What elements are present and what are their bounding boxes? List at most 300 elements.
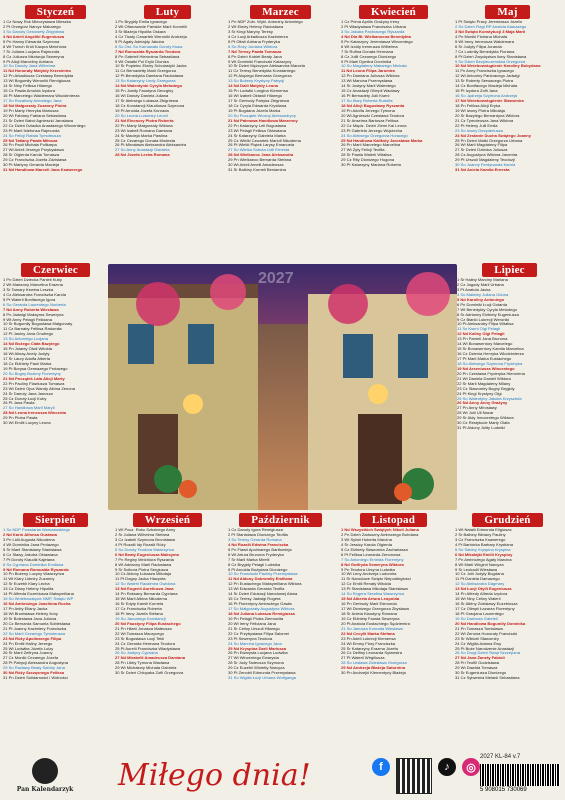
day-entry: 26 Pn Marii Marcelego Marcelina [341,143,401,148]
day-entry: 13 Pt Stanisława Mikołaja Stanisława [341,587,408,592]
slogan: Miłego dnia! [118,758,311,793]
day-entry: 9 Pn Teodora Ursyna Ludwika [341,567,395,572]
day-entry: 24 Pt Kingi Krystyny Olgi [457,391,502,396]
day-entry: 9 Pt Arnolda Bożydara Dionizego [228,567,288,572]
day-entry: 19 Pt Borysa Gerwazego Protazego [3,366,68,371]
day-entry: 28 Pn Libby Tymona Wacława [115,661,170,666]
day-entry: 15 Pt Izydora Zofii Jana [455,89,498,94]
day-entry: 31 Pt Aldony Julity Ludwiki [457,426,505,431]
day-entry: 11 Pn Anny Franciszka Ignacego [455,69,514,74]
day-entry: 20 Pn Czesława Fryderyka Hieronima [457,371,525,376]
day-entry: 7 Pn Ambrożego Agaty Marcina [455,557,512,562]
month-block-5 [455,3,560,173]
day-entry: 14 Nd Bożego Ciała Bazylego [3,342,60,347]
day-entry: 4 Nd Dla Bł. Wielkanocna Benedykta [341,34,411,39]
day-entry: 10 Pt Aleksandry Filipa Witalisa [457,322,514,327]
day-entry: 6 So Ost. So Karnawału Doroty Ksaw. [115,44,184,49]
barcode [480,764,560,786]
day-entry: 30 Pn Andrzejki Klementyny Błażeja [341,671,406,676]
day-entry: 6 Śr Judyty Filipa Jurandа [455,44,502,49]
day-entry: 25 So Walentyny Jakuba Krzysztofa [457,396,522,401]
day-entry: 23 Pn Adeli Lukrecji Klemensa [341,636,396,641]
day-entry: 1 Cz Prima Aprilis Grażyny Ireny [341,20,400,24]
day-entry: 26 Nd Anny Anny Grażyny [457,401,508,406]
day-entry: 1 Wt Pocz. Roku Szkolnego Anny [115,528,176,532]
day-entry: 21 Pt Joanny Kazimiery Franciszka [3,626,67,631]
day-entry: 29 Pn Wielkanoc Bernarda Stefana [228,158,292,163]
month-days [341,528,446,676]
day-entry: 12 Cz Emilii Renaty Witolda [341,582,391,587]
day-entry: 3 Śr Błażeja Hipolita Oskara [115,29,166,34]
day-entry: 17 So Małgorzaty Augustyna Wiktora [228,607,295,611]
day-entry: 28 So Lesława Zdzisława Grzegorza [341,661,407,666]
day-entry: 8 Pt Dzień Zwycięstwa Ilony Stanisława [455,54,527,59]
day-entry: 22 Pn Katarzyny Leii Bogusława [228,123,287,128]
day-entry: 1 Cz Nowy Rok Mieczysława Mieszka [3,20,71,24]
day-entry: 3 So Teresy Gerarda Romana [228,537,282,542]
day-entry: 3 So Jakuba Pankracego Ryszarda [341,29,405,34]
day-entry: 2 Wt Marianny Marcelina Erazma [3,282,63,287]
day-entry: 14 Nd Walentynki Cyryla Metodego [115,84,183,89]
day-entry: 10 So Franciszki Pauliny Przemysława [228,572,298,577]
day-entry: 12 Pn Damiana Juliusza Wiktora [341,74,400,79]
day-entry: 8 Cz Juliusza Mściwoja Seweryna [3,54,64,59]
day-entry: 29 Wt Dawida Tomasza [455,666,498,671]
month-block-2 [115,3,220,158]
day-entry: 23 Pt Seweryna Teodora [228,636,273,641]
day-entry: 3 Śr Kingi Maryny Teresy [228,29,273,34]
day-entry: 14 Śr Justyny Marii Walentego [341,84,396,89]
day-entry: 15 Wt Niny Celiny Walerii [455,597,501,602]
day-entry: 22 Wt Tomasza Maurycego [115,631,164,636]
day-entry: 2 So Dzień Flagi RP Anatola Atanazego [455,24,527,29]
day-entry: 3 Cz Izabeli Szymona Bronisława [115,537,176,542]
day-entry: 4 Cz Łucji Arkadiusza Kazimierza [228,34,288,39]
social-icons [372,758,480,794]
day-entry: 14 Śr Dzień Edukacji Narodowej Alana [228,592,298,597]
month-title: Styczeń [25,5,86,19]
day-entry: 25 Pt Boże Narodzenie Anastazji [455,646,514,651]
day-entry: 8 Pn Jadwigi Maksyma Seweryna [3,312,64,317]
day-entry: 7 So Antoniego Ernesta Florentyny [341,557,404,562]
day-entry: 29 Wt Michalиny Michała Gabriela [115,666,177,671]
day-entry: 21 Pn Tomasza Tomisława [455,626,503,631]
day-entry: 10 Nd Wniebowstąpienie Karoliny Bobydana [455,64,541,69]
day-entry: 21 Śr Anselma Bartosza Feliksa [341,118,399,123]
day-entry: 31 Śr Balbiny Korneli Beniamina [228,168,287,173]
day-entry: 1 Pt Święto Pracy Jeremiasza Józefa [455,20,522,24]
day-entry: 15 Cz Pawła Arnolda Izydora [3,89,55,94]
day-entry: 30 Wt Emilii Lucyny Leona [3,421,51,426]
day-entry: 28 Śr Olgierda Karola Tomasza [3,153,60,158]
day-entry: 25 Pt Aurelii Franciszka Władysława [115,646,180,651]
day-entry: 12 Pt Janiny Jana Onufrego [3,332,54,337]
day-entry: 2 Pn Dzień Zaduszny Ambrożego Bohdana [341,532,419,537]
day-entry: 19 Cz Elżbiety Faustа Seweryna [341,616,400,621]
day-entry: 18 Pt Gracjana Laurentego [455,611,504,616]
day-entry: 24 Śr Macieja Marka Pawlina [115,133,168,138]
day-entry: 11 Nd Leona Filipa Jaromira [341,69,395,74]
day-entry: 1 Pn Brygidy Emila Ignacego [115,20,167,24]
day-entry: 11 Cz Barnaby Feliksa Radomiła [3,327,62,332]
day-entry: 15 Nd Alberta Artura Leopolda [341,597,400,602]
day-entry: 9 Pt Marii Dymitra Dominika [341,59,392,64]
month-days [455,528,560,681]
month-block-11 [341,511,446,676]
day-entry: 1 Śr Haliny Marciny Mariana [457,278,508,282]
day-entry: 12 Pt Benedykta Damiana Radosława [115,74,184,79]
day-entry: 4 So Malwiny Juliana Odona [457,292,509,297]
day-entry: 5 Cz Elżbiety Sławomira Zachariasza [341,547,408,552]
day-entry: 29 Pt Urszuli Magdaleny Teodozji [455,158,515,163]
day-entry: 27 Wt Zyty Felicji Teofila [341,148,385,153]
month-title: Lipiec [482,263,537,277]
day-entry: 26 Pn Ewarysta Lucjana Ludwika [228,651,288,656]
day-entry: 17 Cz Franciszka Roberta [115,607,162,611]
day-entry: 7 Nd Anny Roberta Wiesława [3,307,59,312]
day-entry: 2 Cz Jagody Marii Urbana [457,282,504,287]
day-entry: 30 So Joanny Ferdynanda Karola [455,163,516,168]
day-entry: 16 Pt Florentyny Ambrożego Gawła [228,602,292,607]
day-entry: 23 Wt Dzień Ojca Wandy Albina Zenona [3,386,76,391]
day-entry: 5 Pt Walerii Bonifacego Igora [3,297,56,302]
day-entry: 13 Cz Diany Heleny Hipolita [3,587,54,592]
day-entry: 27 Cz Moniki Cezarego Józefa [3,656,59,661]
day-entry: 4 Śr Jessicy Karola Olgierda [341,542,393,547]
day-entry: 24 Wt Emmy Flory Franciszka [341,641,395,646]
day-entry: 15 Śr Bonawentury Kamila Marcelina [457,347,524,352]
day-entry: 3 So Danuty Genowefy Zbigniewa [3,29,65,34]
day-entry: 10 Cz Julii Judyty Bogdana [455,572,504,577]
day-entry: 19 Pn Adolfa Jerzego Tymona [341,108,395,113]
day-entry: 6 Pt Feliksa Leonarda Zenonowa [341,552,401,557]
month-days [228,528,333,681]
day-entry: 7 Cz Ludmiły Benedykta Floriana [455,49,515,54]
day-entry: 18 Nd Alicji Bogusławy Ryszarda [341,103,405,108]
day-entry: 30 Pt Katarzyny Mariana Roberta [341,163,401,168]
day-entry: 2 Wt Ofiarowanie Pańskie Marii Korneliii [115,24,187,29]
day-entry: 11 Pt Dagny Jacka Hiacynta [115,577,166,582]
day-entry: 13 Wt Bogumiły Weroniki Remigiusza [3,79,71,84]
day-entry: 16 Wt Alinay Anety Judyty [3,352,50,357]
brand-mascot-icon [32,758,58,784]
day-entry: 10 Cz Aldony Łukasza Mikołaja [115,572,172,577]
day-entry: 5 Nd Karoliny Antoniego [457,297,505,302]
day-entry: 27 So Handlowa Marii Maryli [3,406,55,411]
day-entry: 27 Pt Walerii Wirgiliusza [341,656,385,661]
day-entry: 12 So Walerii Radzimira Gwidona [115,582,176,587]
day-entry: 20 Wt Ireny Feliciana Jana [228,621,276,626]
day-entry: 8 Wt Adrianny Marii Radosława [115,562,172,567]
tiktok-icon[interactable]: ♪ [438,758,456,776]
day-entry: 2 Pt Grzegorz Narcyz Makarego [3,24,61,29]
day-entry: 23 Wt Izabeli Romana Damiana [115,128,173,133]
month-days [115,20,220,158]
day-entry: 18 Cz Cyryla Edwarda Krystiana [228,103,287,108]
day-entry: 9 Nd Romana Romualda Ryszarda [3,567,69,572]
day-entry: 18 Nd Małgorzaty Zuzanny Piotra [3,103,67,108]
day-entry: 16 Pt Marcelego Waldemara Włodzimierza [3,94,80,99]
footer [0,752,565,800]
day-entry: 2 Śr Juliana Wilhelma Stefana [115,532,170,537]
day-entry: 31 Cz Sylwestra Melanii Sebastiana [455,676,520,681]
month-title: Czerwiec [21,263,90,277]
day-entry: 6 Wt Artura Brunona Fryderyka [228,552,284,557]
day-entry: 27 So Anny Anastazji Gabriela [115,148,170,153]
day-entry: 5 Pt Agaty Adelajdy Jakuba [115,39,165,44]
day-entry: 1 Nd Wszystkich Świętych Nikoli Juliana [341,528,419,532]
day-entry: 23 Cz Sławomiry Bogny Brygidy [457,386,515,391]
day-entry: 23 Nd Róży Apolinarego Filipa [3,636,62,641]
day-entry: 20 So Bogny Bożeny Florentyny [3,371,61,376]
day-entry: 28 Nd Wielkanoc Jana Aleksandra [228,153,294,158]
month-days [3,20,108,173]
day-entry: 29 Pn Piotra Pawła [3,416,38,421]
month-block-6 [3,261,108,426]
day-entry: 22 Śr Marii Magdaleny Milany [457,381,511,386]
day-entry: 24 Cz Gerarda Hermana Teodora [115,641,175,646]
day-entry: 24 Śr Katarzyny Gabriela Marka [228,133,286,138]
day-entry: 30 Nd Róży Szczęsnego Feliksa [3,671,64,676]
day-entry: 4 Pn Moniki Floriana Michała [455,34,507,39]
day-entry: 19 Pt Arnolda Józefa Konrada [115,108,169,113]
day-entry: 29 Cz Euzebii Wioletty Narcyza [228,666,285,671]
day-entry: 17 Pn Anity Eliany Jacka [3,607,48,611]
day-entry: 26 So Drugi Dzień Świąt Szczepana [455,651,521,656]
day-entry: 31 Pn Dzień Solidarności i Wolności [3,676,68,681]
day-entry: 12 Pn Arkadiusza Czesławy Benedykta [3,74,74,79]
month-days [3,528,108,681]
month-days [3,278,108,426]
day-entry: 23 Śr Wiktorii Sławomiry [455,636,499,641]
day-entry: 18 Pt Ireny Józefa Stefana [115,611,163,616]
day-entry: 22 Pn Pauliny Flawiusza Tomasza [3,381,65,386]
day-entry: 17 Cz Olimpii Łazarza Florentyny [455,607,515,611]
facebook-icon[interactable]: f [372,758,390,776]
day-entry: 8 Cz Brygidy Pelagii Ludwika [228,562,281,567]
day-entry: 24 Śr Danuty Jana Janusza [3,391,53,396]
day-entry: 16 So Jędrzeja Szymona Andrzeja [455,94,517,99]
day-entry: 17 Pt Marii Marka Eustachego [457,357,512,361]
day-entry: 21 Nd Eleonory Piotra Roberta [115,118,174,123]
month-block-9 [115,511,220,676]
day-entry: 24 Nd Zesłanie Ducha Świętego Joanny [455,133,532,138]
day-entry: 1 Pn Dzień Dziecka Panieli Kuby [3,278,62,282]
day-entry: 25 Nd Handlowa Kaliksty Jarosława Marka [341,138,423,143]
product-code: 2027 KL-84 v.7 [480,754,521,760]
day-entry: 19 Wt Iwony Piotra Mikołaja [455,108,505,113]
day-entry: 13 Pn Pameli Jana Brunona [457,337,508,342]
day-entry: 14 Pn Alfredy Alfreda Izydora [455,592,508,597]
day-entry: 25 Śr Katarzyny Erazma Józefa [341,646,398,651]
day-entry: 22 Nd Cecylii Marka Stefana [341,631,395,636]
day-entry: 3 Pn Lidii Augusta Nikodema [3,537,55,542]
day-entry: 26 Pt Mirosława Aleksandra Aleksandra [115,143,187,148]
day-entry: 13 Wt Marcina Przemysława [341,79,393,84]
day-entry: 27 Nd Mirabelli Amadeusza Damiana [115,656,186,661]
day-entry: 22 Pt Heleny Julii Emila [455,123,498,128]
day-entry: 15 Pn Jolanty Olwii Witolda [3,347,53,352]
month-days [457,278,562,431]
day-entry: 16 Pt Bernadety Julii Kseni [341,94,390,99]
day-entry: 4 Nd Rozalii Edwina Franciszka [228,542,289,547]
day-entry: 14 Nd Dalii Matyldy Leona [228,84,278,89]
month-title: Maj [485,5,529,19]
day-entry: 17 Śr Aleksego Łukasza Zbigniewa [115,99,178,103]
day-entry: 5 Śr Marii Stanisławy Stanisława [3,547,62,552]
day-entry: 8 So Cypriana Dominika Emiliana [3,562,64,567]
day-entry: 17 Wt Dionizego Grzegorza Zbysława [341,607,409,611]
day-entry: 1 So NDP Powstania Warszawskiego [3,528,71,532]
day-entry: 26 Wt Marii Magdaleny Filipa [455,143,508,148]
day-entry: 2 Pt Stanisława Dionizego Teofila [228,532,288,537]
day-entry: 15 Wt Marii Albina Nikodema [115,597,167,602]
day-entry: 25 Cz Wielki Czwartek Marioli Nikodema [228,138,301,143]
day-entry: 27 So Wielka Sobota Lidii Ernesta [228,148,290,153]
day-entry: 20 Śr Bazylego Bernardyna Wiktora [455,113,520,118]
day-entry: 16 Śr Albiny Zdzisławy Euzebiusza [455,602,518,607]
day-entry: 8 Nd Gotfryda Seweryna Wiktora [341,562,404,567]
day-entry: 13 Wt Edwarda Gerarda Teofila [228,587,285,592]
day-entry: 30 Cz Restytucie Marty Olafa [457,421,510,426]
day-entry: 28 Pn Teofili Godzisława [455,661,500,666]
day-entry: 18 Pn Feliksa Alicji Eryka [455,103,501,108]
photo-panel [108,264,457,510]
day-entry: 28 Śr Pawła Walerii Witalisa [341,153,392,158]
day-entry: 13 Śr Roberty Serwacego Piotra [455,79,514,84]
day-entry: 30 Pt Zenobii Edmunda Przemysława [228,671,296,676]
day-entry: 5 Pt Oliwii Adriana Fryderyka [228,39,280,44]
day-entry: 11 So Kseni Olgi Pelagii [457,327,501,332]
day-entry: 14 Cz Bonifacego Macieja Michała [455,84,518,89]
day-entry: 22 So Marii Cezarego Tymoteusza [3,631,66,636]
day-entry: 3 Cz Franciszka Ksawerego [455,537,506,542]
day-entry: 18 Nd Juliana Łukasza Remigiusza [228,611,295,616]
day-entry: 6 Pn Dominiki Łucji Gotarda [457,302,508,307]
day-entry: 20 So Leona Ludomiry Leonii [115,113,168,118]
day-entry: 13 So Antoniego Lucjana [3,337,49,342]
day-entry: 29 So Racławy Beaty Sabiny Jana [3,666,65,671]
day-entry: 8 Pn Dzień Kobiet Beaty Jana [228,54,282,59]
day-entry: 5 Pn Flawii Apolinarego Bartłomieja [228,547,292,552]
day-entry: 13 Nd Eugenii Aureliusza Jana [115,587,174,592]
day-entry: 15 So Wniebowzięcie NMP, Święto WP [3,597,74,602]
day-entry: 7 Nd Romualda Ryszarda Teodora [115,49,181,54]
day-entry: 3 Pt Anatola Jacka [457,287,491,292]
day-entry: 21 Śr Dzień Babci Agnieszki Jarosława [3,118,73,123]
day-entry: 6 So Róży Jordana Wiktora [228,44,278,49]
month-block-1 [3,3,108,173]
day-entry: 20 Wt Fabiany Fabiana Sebastiana [3,113,67,118]
day-entry: 31 So Wigilia Łucji Urbana Wolfganga [228,676,296,681]
brand-name: Pan Kalendarzyk [16,786,74,793]
day-entry: 12 Śr Euzebii Klary Lecha [3,582,50,587]
day-entry: 11 Nd Honoraty Matyldy Krzesimira [3,69,71,74]
day-entry: 14 Pt Alfreda Euzebiusza Maksymiliana [3,592,74,597]
day-entry: 31 Nd Handlowa Marceli Jana Ksawerego [3,168,83,173]
day-entry: 11 Pt Daniela Damazego [455,577,500,582]
day-entry: 17 Śr Gertrudy Patryka Zbigniewa [228,99,289,103]
day-entry: 19 Śr Bolesława Jana Juliana [3,616,57,621]
day-entry: 4 Nd Anieli Angeliki Eugeniusza [3,34,65,39]
day-entry: 30 Wt Anieli Amelii Amadeusza [228,163,284,168]
day-entry: 16 Pn Gertrudy Marii Edmunda [341,602,397,607]
day-entry: 13 So Katarzyny Lindy Grzegorza [115,79,176,84]
day-entry: 15 Cz Teresy Jadwigi Rogera [228,597,281,602]
day-entry: 24 Cz Wigilia Adama Ewy [455,641,502,646]
day-entry: 21 Śr Celiny Urszuli Hilarego [228,626,280,631]
day-entry: 4 Wt Dominika Jana Protazego [3,542,59,547]
day-entry: 24 So Aleksego Grzegorza Horacego [341,133,408,138]
day-entry: 16 Wt Izabeli Oktawii Hilarego [228,94,282,99]
qr-code[interactable] [396,758,432,794]
day-entry: 12 Pt Alojzego Bernarda Grzegorza [228,74,292,79]
day-entry: 7 Nd Teresy Pawła Tomasza [228,49,282,54]
day-entry: 14 Wt Bonawentury Marcelego [457,342,513,347]
day-entry: 10 Śr Popielec Elwiry Scholastyki Jacka [115,64,187,69]
day-entry: 20 Cz Bernarda Samuela Sobiesława [3,621,71,626]
day-entry: 20 Nd Handlowa Bogumiły Dominika [455,621,526,626]
day-entry: 28 Cz Augustyna Wiktora Jaromira [455,153,518,158]
day-entry: 25 Wt Ludwika Józefa Luizy [3,646,54,651]
day-entry: 20 So Początek Wiosny Aleksandryny [228,113,296,118]
day-entry: 9 Śr Leokadii Wiesława [455,567,498,572]
day-entry: 23 Wt Pelagii Feliksa Oktawiana [228,128,287,133]
day-entry: 24 So Marcina Ignacego Jana [228,641,282,646]
day-entry: 11 Śr Narodowe Święto Niepodległości [341,577,411,582]
day-entry: 17 So Rozalindy Antoniego Jana [3,99,62,103]
day-entry: 17 Śr Laury Adolfa Alberta [3,357,51,361]
day-entry: 6 Nd Mikołajki Emilii Kryspiny [455,552,513,557]
day-entry: 22 Pn Marty Małgorzaty Wiktora [115,123,173,128]
day-entry: 26 Pt Jana Pawła [3,401,35,406]
day-entry: 27 Wt Anieli Jerzego Przybysława [3,148,64,153]
day-entry: 21 Pn Hilarii Jonasza Mateusza [115,626,172,631]
day-entry: 4 Pt Rozalii Idy Rozalii Róży [115,542,166,547]
day-entry: 22 Cz Przybysława Filipa Salomei [228,631,289,636]
day-entry: 18 Śr Aniela Klaudyny Romana [341,611,398,616]
day-entry: 21 Nd Palmowa Handlowa Marzenny [228,118,298,123]
day-entry: 9 Pt Alicji Marceliny Adriana [3,59,53,64]
day-entry: 9 So Dzień Bezpieczeństwa Grzegorza [455,59,526,64]
barcode-number: 5 908015 730069 [480,787,527,793]
day-entry: 15 Pn Ludwiki Longina Klemensa [228,89,288,94]
day-entry: 5 So Doroty Teodora Wawrzyńca [115,547,174,552]
day-entry: 3 Śr Tamary Kewina Leszka [3,287,54,292]
day-entry: 1 Wt Natalii Edmunda Eligiusza [455,528,512,532]
month-title: Listopad [360,513,427,527]
day-entry: 30 Śr Dzień Chłopaka Zofii Grzegorza [115,671,184,676]
day-entry: 7 Śr Rufina Donata Hermana [341,49,394,54]
day-entry: 18 So Aleksego Szymona Fryderyka [457,361,523,366]
day-entry: 30 Pt Martyny Gerarda Macieja [3,163,60,168]
day-entry: 6 Cz Sławy Jakuba Oktawiana [3,552,58,557]
day-entry: 25 Cz Cezarego Donata Modesta [115,138,176,143]
day-entry: 14 Pn Roksany Bernarda Cypriana [115,592,178,597]
day-entry: 12 Wt Antoniny Pankracego Jadwigi [455,74,520,79]
day-entry: 18 Wt Bronisława Heleny Ilony [3,611,58,616]
month-days [228,20,333,173]
day-entry: 6 Nd Beaty Eugeniusza Maksyma [115,552,179,557]
day-entry: 4 Pt Barbórka Barbary Krystiana [455,542,514,547]
instagram-icon[interactable]: ◎ [462,758,480,776]
month-title: Sierpień [23,513,88,527]
day-entry: 9 Wt Dominiki Franciszki Katarzyny [228,59,292,64]
day-entry: 24 So Felicji Rafała Tymoteusza [3,133,61,138]
day-entry: 14 So Rogera Serafina Wawrzyńca [341,592,405,597]
day-entry: 25 Nd Tatiany Pawła Miłosza [3,138,58,143]
day-entry: 21 So Janusza Konrada Wiesława [341,626,403,631]
